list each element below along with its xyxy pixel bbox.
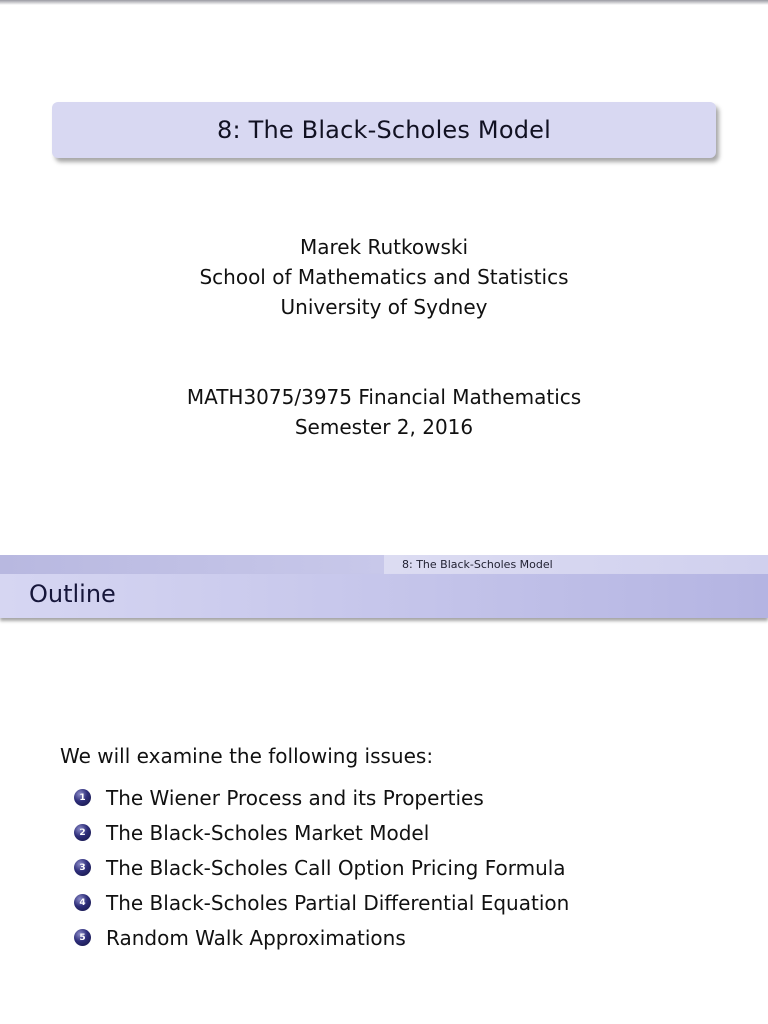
course-semester: Semester 2, 2016	[294, 415, 474, 439]
page-top-edge	[0, 0, 768, 5]
header-short-title: 8: The Black-Scholes Model	[402, 558, 553, 571]
title-box	[52, 102, 716, 158]
outline-item	[74, 920, 569, 955]
presentation-title: 8: The Black-Scholes Model	[217, 116, 551, 144]
outline-item	[74, 885, 569, 920]
header-strip-right	[384, 555, 768, 574]
author-university: University of Sydney	[280, 295, 488, 319]
numbered-ball-icon: 2	[74, 824, 91, 841]
outline-intro: We will examine the following issues:	[60, 744, 434, 768]
numbered-ball-icon: 1	[74, 789, 91, 806]
numbered-ball-icon: 3	[74, 859, 91, 876]
outline-item-label: Random Walk Approximations	[106, 925, 406, 950]
outline-list	[74, 780, 569, 955]
outline-item-label: The Black-Scholes Market Model	[106, 820, 430, 845]
author-department: School of Mathematics and Statistics	[199, 265, 569, 289]
course-name: MATH3075/3975 Financial Mathematics	[186, 385, 582, 409]
author-block	[0, 232, 768, 322]
outline-item	[74, 815, 569, 850]
numbered-ball-icon: 4	[74, 894, 91, 911]
author-name: Marek Rutkowski	[299, 235, 469, 259]
numbered-ball-icon: 5	[74, 929, 91, 946]
header-strip-left	[0, 555, 384, 574]
outline-item-label: The Wiener Process and its Properties	[106, 785, 484, 810]
slide-header-strip	[0, 555, 768, 574]
frame-title: Outline	[29, 580, 116, 608]
frame-title-bar	[0, 574, 768, 618]
outline-item	[74, 850, 569, 885]
outline-item	[74, 780, 569, 815]
outline-item-label: The Black-Scholes Call Option Pricing Formula	[106, 855, 566, 880]
course-block	[0, 382, 768, 442]
outline-item-label: The Black-Scholes Partial Differential Equation	[106, 890, 570, 915]
